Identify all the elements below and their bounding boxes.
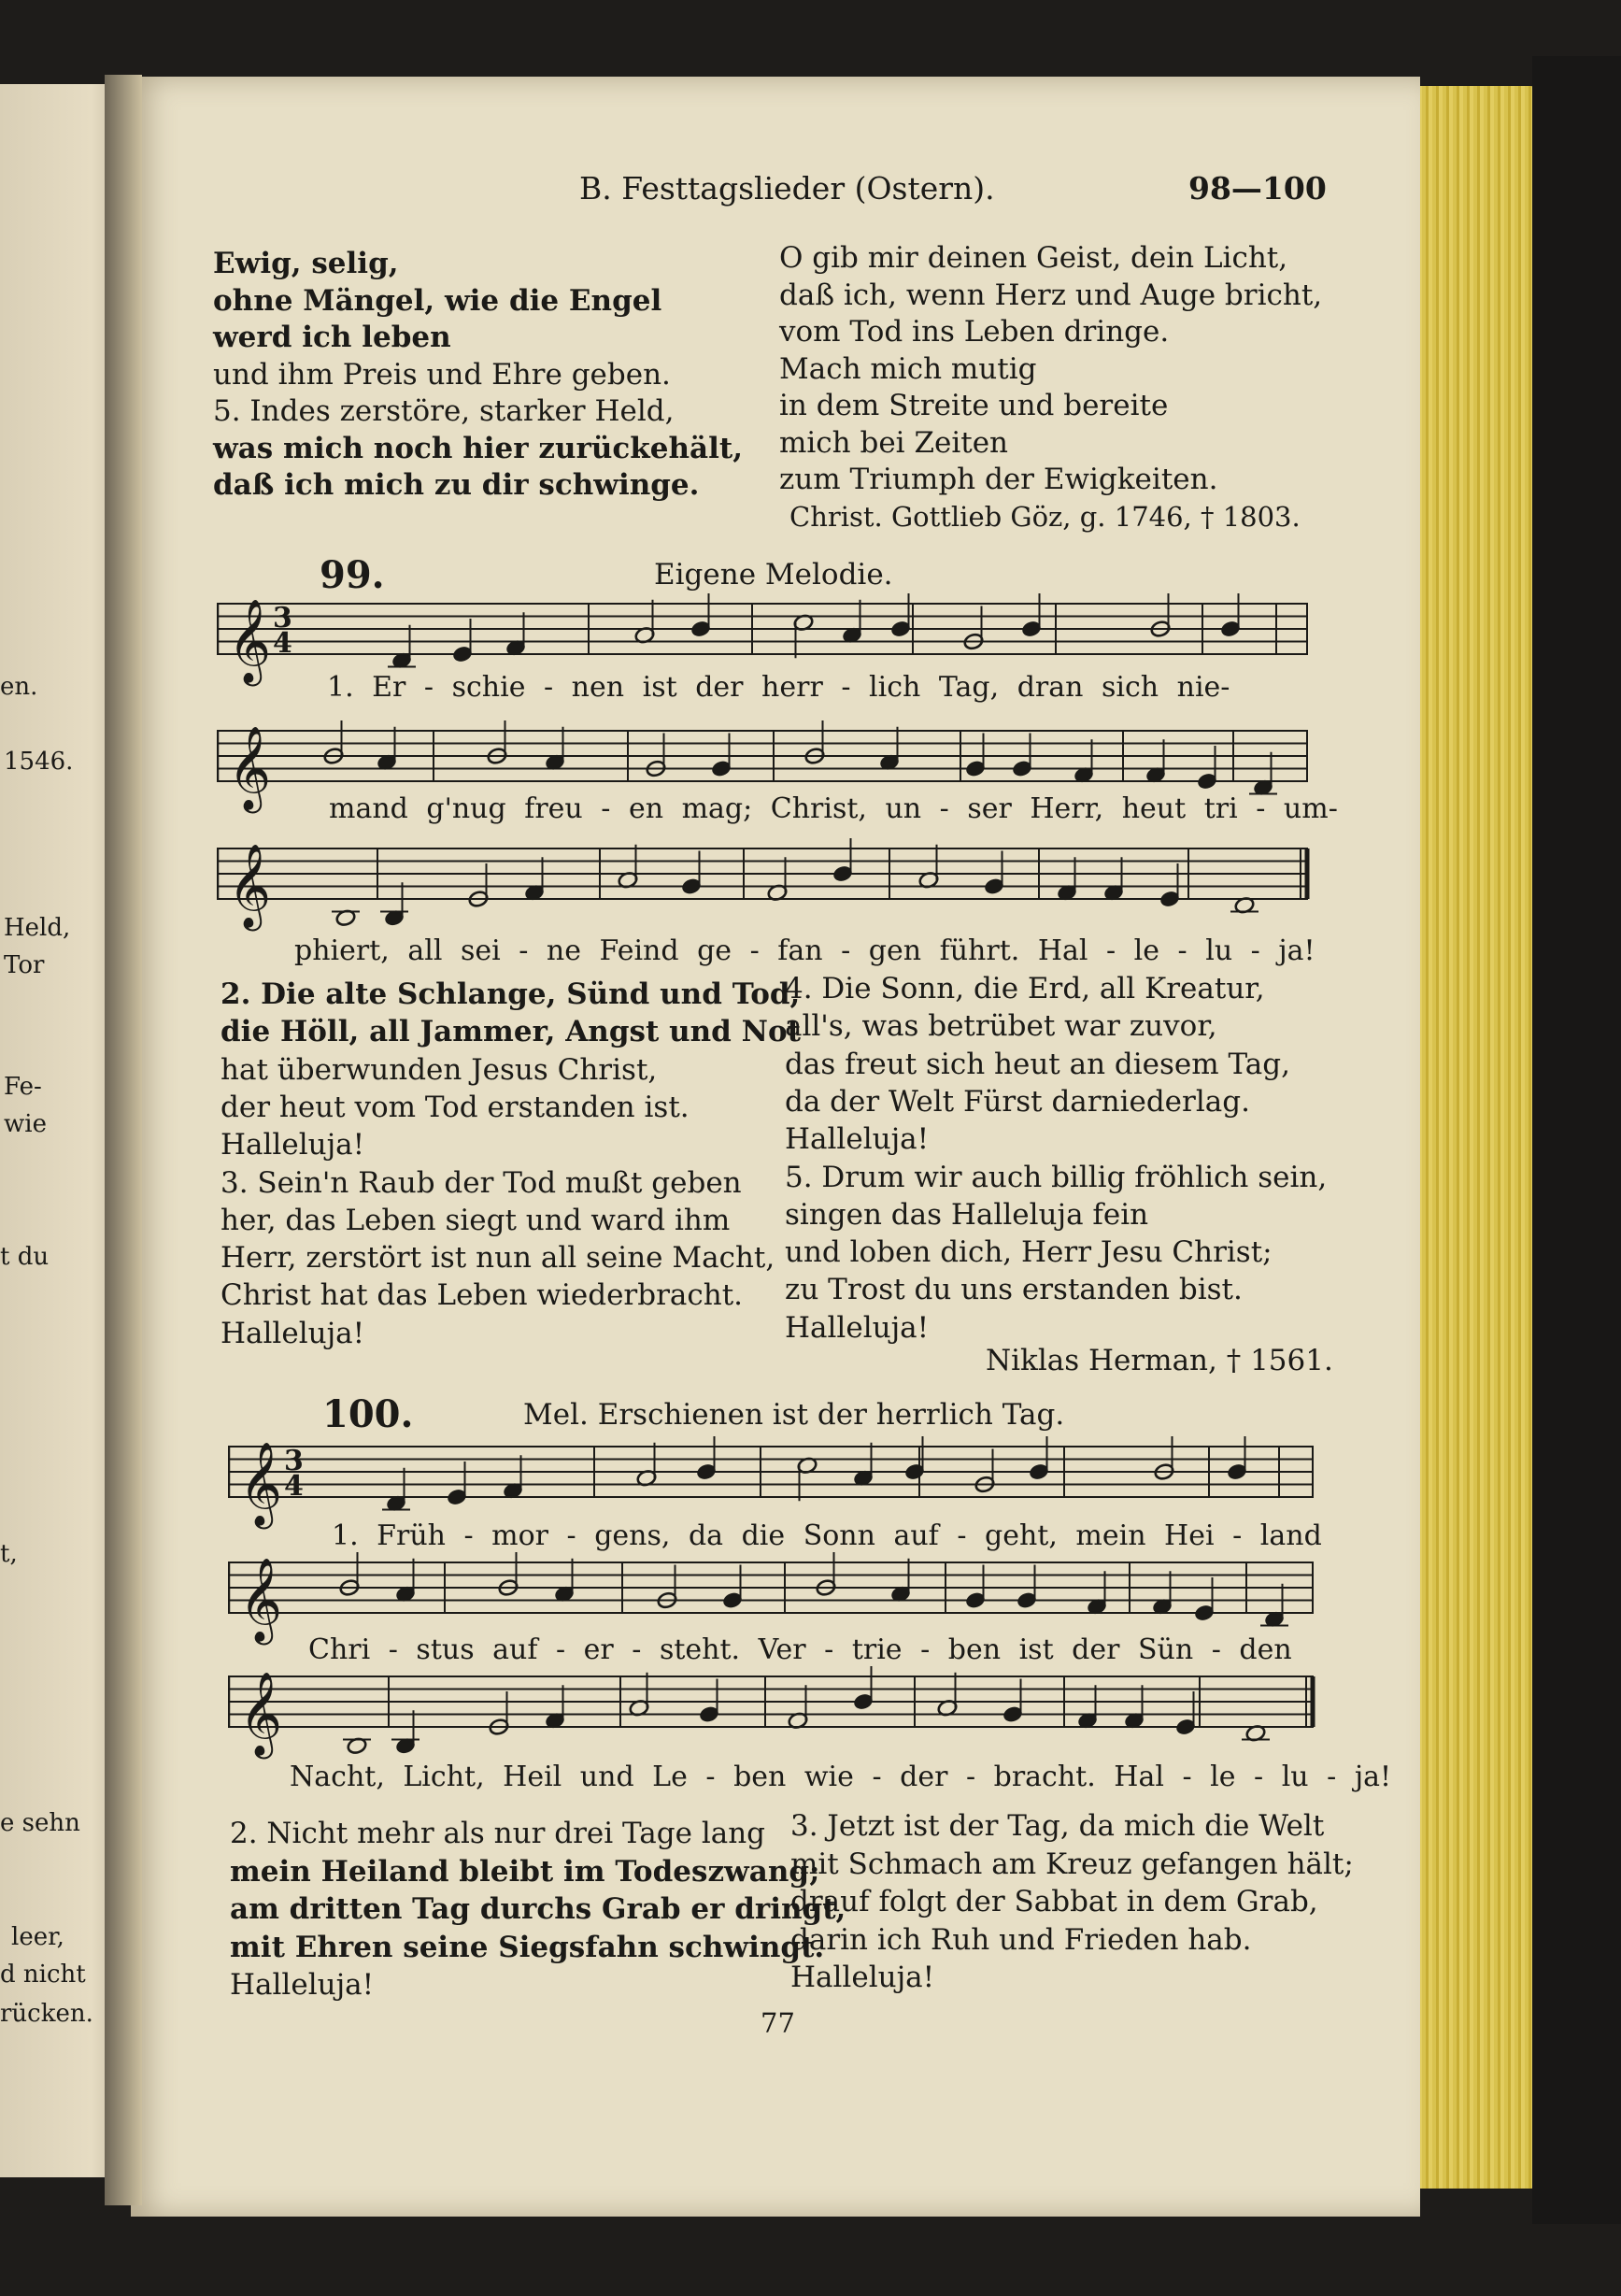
hymn-100-number: 100.	[322, 1392, 414, 1436]
hymn-99-lyric-line: phiert, all sei - ne Feind ge - fan - gen führt. Hal - le - lu - ja!	[294, 934, 1315, 967]
text-line: darin ich Ruh und Frieden hab.	[790, 1922, 1252, 1957]
text-line: mich bei Zeiten	[779, 425, 1009, 460]
text-line: 2. Nicht mehr als nur drei Tage lang	[230, 1817, 766, 1850]
book-cover	[1532, 56, 1621, 2224]
text-line: und loben dich, Herr Jesu Christ;	[785, 1235, 1273, 1270]
treble-clef: 𝄞	[228, 844, 272, 928]
text-line: hat überwunden Jesus Christ,	[220, 1052, 658, 1087]
left-page-fragment: rücken.	[0, 2000, 93, 2028]
left-page-fragment: Fe-	[4, 1073, 42, 1101]
hymn-100-melody: Mel. Erschienen ist der herrlich Tag.	[523, 1398, 1065, 1432]
text-line: mit Ehren seine Siegsfahn schwingt.	[230, 1930, 825, 1964]
treble-clef: 𝄞	[239, 1558, 283, 1642]
previous-hymn-author: Christ. Gottlieb Göz, g. 1746, † 1803.	[789, 501, 1301, 533]
left-page-fragment: d nicht	[0, 1961, 86, 1989]
music-staff	[217, 811, 1327, 942]
hymn-100-lyric-line: Chri - stus auf - er - steht. Ver - trie - ben ist der Sün - den	[308, 1633, 1292, 1666]
hymn-99-number: 99.	[320, 553, 385, 597]
section-header: B. Festtagslieder (Ostern).	[579, 170, 995, 207]
text-line: her, das Leben siegt und ward ihm	[220, 1203, 731, 1237]
left-page-fragment: Held,	[4, 914, 71, 942]
text-line: werd ich leben	[213, 321, 451, 354]
text-line: zu Trost du uns erstanden bist.	[785, 1273, 1243, 1307]
text-line: all's, was betrübet war zuvor,	[785, 1009, 1217, 1044]
time-signature-top: 3	[273, 602, 292, 635]
text-line: ohne Mängel, wie die Engel	[213, 283, 662, 318]
text-line: 4. Die Sonn, die Erd, all Kreatur,	[785, 972, 1265, 1005]
text-line: zum Triumph der Ewigkeiten.	[779, 463, 1218, 496]
left-page-fragment: 1546.	[4, 748, 74, 776]
left-page-fragment: e sehn	[0, 1809, 80, 1837]
text-line: Halleluja!	[785, 1310, 930, 1345]
hymn-99-lyric-line: mand g'nug freu - en mag; Christ, un - ser Herr, heut tri - um-	[329, 792, 1338, 825]
text-line: was mich noch hier zurückehält,	[213, 431, 743, 465]
text-line: Ewig, selig,	[213, 247, 399, 280]
text-line: daß ich, wenn Herz und Auge bricht,	[779, 278, 1323, 312]
left-page-fragment: wie	[4, 1110, 47, 1138]
treble-clef: 𝄞	[239, 1672, 283, 1756]
page-edges	[1401, 86, 1540, 2189]
text-line: Mach mich mutig	[779, 351, 1037, 386]
text-line: da der Welt Fürst darniederlag.	[785, 1084, 1250, 1119]
text-line: mit Schmach am Kreuz gefangen hält;	[790, 1847, 1354, 1881]
text-line: und ihm Preis und Ehre geben.	[213, 357, 671, 392]
text-line: vom Tod ins Leben dringe.	[779, 315, 1170, 349]
text-line: 5. Indes zerstöre, starker Held,	[213, 394, 675, 428]
left-page-fragment: leer,	[11, 1923, 64, 1951]
hymn-99-lyric-line: 1. Er - schie - nen ist der herr - lich Tag, dran sich nie-	[327, 671, 1230, 704]
text-line: am dritten Tag durchs Grab er dringt,	[230, 1892, 846, 1926]
text-line: Christ hat das Leben wiederbracht.	[220, 1278, 744, 1313]
text-line: das freut sich heut an diesem Tag,	[785, 1047, 1290, 1081]
text-line: der heut vom Tod erstanden ist.	[220, 1090, 690, 1124]
text-line: O gib mir deinen Geist, dein Licht,	[779, 241, 1288, 275]
hymn-100-lyric-line: Nacht, Licht, Heil und Le - ben wie - der - bracht. Hal - le - lu - ja!	[290, 1761, 1392, 1793]
text-line: Halleluja!	[220, 1316, 365, 1350]
text-line: Halleluja!	[785, 1122, 930, 1157]
hymn-99-author: Niklas Herman, † 1561.	[986, 1344, 1333, 1377]
text-line: mein Heiland bleibt im Todeszwang;	[230, 1854, 820, 1889]
text-line: 3. Jetzt ist der Tag, da mich die Welt	[790, 1809, 1325, 1843]
time-signature-top: 3	[284, 1445, 304, 1477]
text-line: Halleluja!	[790, 1961, 935, 1994]
text-line: drauf folgt der Sabbat in dem Grab,	[790, 1885, 1318, 1918]
hymn-range: 98—100	[1188, 170, 1327, 207]
text-line: in dem Streite und bereite	[779, 389, 1169, 422]
left-page-fragment: t,	[0, 1540, 18, 1568]
text-line: Halleluja!	[230, 1968, 375, 2002]
text-line: Herr, zerstört ist nun all seine Macht,	[220, 1241, 775, 1276]
left-page-fragment: t du	[0, 1243, 50, 1271]
text-line: singen das Halleluja fein	[785, 1197, 1149, 1232]
hymn-100-lyric-line: 1. Früh - mor - gens, da die Sonn auf - geht, mein Hei - land	[332, 1519, 1322, 1552]
time-signature-bottom: 4	[284, 1470, 304, 1503]
book-gutter	[105, 75, 142, 2205]
text-line: 3. Sein'n Raub der Tod mußt geben	[220, 1165, 742, 1200]
text-line: 5. Drum wir auch billig fröhlich sein,	[785, 1160, 1328, 1194]
treble-clef: 𝄞	[239, 1442, 283, 1526]
text-line: Halleluja!	[220, 1128, 365, 1162]
left-page-fragment: Tor	[4, 951, 45, 979]
treble-clef: 𝄞	[228, 599, 272, 683]
text-line: die Höll, all Jammer, Angst und Not	[220, 1015, 801, 1049]
time-signature-bottom: 4	[273, 627, 292, 660]
text-line: 2. Die alte Schlange, Sünd und Tod,	[220, 977, 801, 1011]
treble-clef: 𝄞	[228, 726, 272, 810]
left-page-fragment: en.	[0, 673, 38, 701]
page-number: 77	[761, 2007, 795, 2039]
hymn-99-melody: Eigene Melodie.	[654, 558, 893, 592]
text-line: daß ich mich zu dir schwinge.	[213, 468, 700, 502]
